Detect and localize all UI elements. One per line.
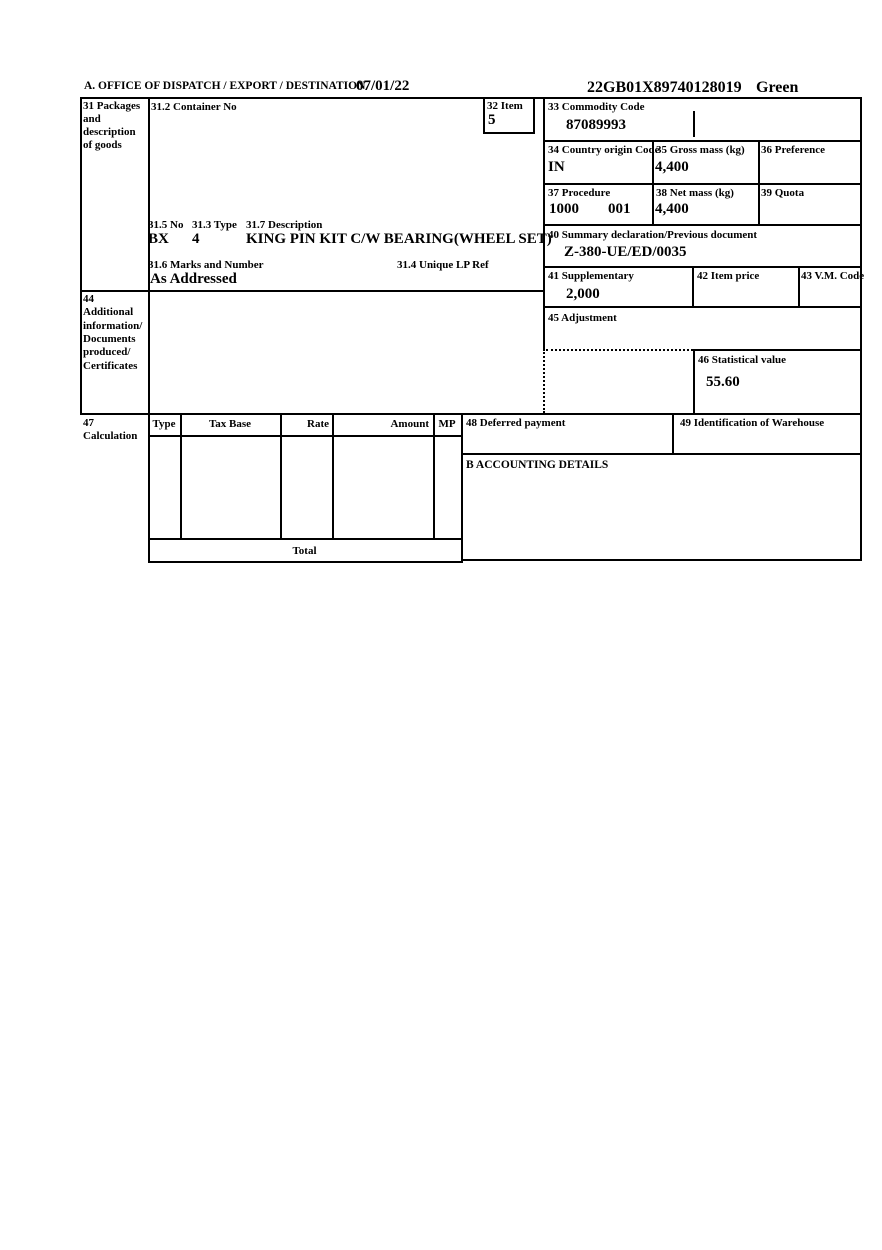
section-a-title: A. OFFICE OF DISPATCH / EXPORT / DESTINATION bbox=[84, 80, 366, 92]
box43-label: 43 V.M. Code bbox=[801, 270, 865, 282]
border-line bbox=[543, 224, 862, 226]
table-header-bottom-border bbox=[148, 435, 461, 437]
table-column-border bbox=[180, 413, 182, 538]
box46-value: 55.60 bbox=[706, 374, 740, 390]
box49-label: 49 Identification of Warehouse bbox=[680, 417, 825, 429]
table-header-mp: MP bbox=[438, 418, 456, 430]
routing-indicator: Green bbox=[756, 79, 799, 96]
form-right-border bbox=[860, 97, 862, 561]
box42-label: 42 Item price bbox=[697, 270, 760, 282]
box33-value: 87089993 bbox=[566, 117, 626, 133]
statistical-dotted-left-border bbox=[543, 349, 545, 413]
total-row-bottom-border bbox=[148, 561, 463, 563]
border-line bbox=[692, 266, 694, 308]
border-line bbox=[148, 97, 150, 563]
box31-5-label: 31.5 No bbox=[148, 219, 184, 231]
table-column-border bbox=[280, 413, 282, 538]
box39-label: 39 Quota bbox=[761, 187, 805, 199]
table-header-type: Type bbox=[152, 418, 176, 430]
box31-3-label: 31.3 Type bbox=[192, 219, 237, 231]
box31-3-value: 4 bbox=[192, 231, 200, 247]
box45-label: 45 Adjustment bbox=[548, 312, 617, 324]
box31-6-value: As Addressed bbox=[150, 271, 237, 287]
box31-7-value: KING PIN KIT C/W BEARING(WHEEL SET) bbox=[246, 231, 552, 247]
table-column-border bbox=[332, 413, 334, 538]
box31-label-line: description bbox=[83, 126, 136, 138]
statistical-dotted-top-border bbox=[546, 349, 693, 351]
box44-label-line: Additional bbox=[83, 306, 134, 318]
box32-value: 5 bbox=[488, 112, 496, 128]
box36-label: 36 Preference bbox=[761, 144, 826, 156]
form-top-border bbox=[80, 97, 862, 99]
box40-label: 40 Summary declaration/Previous document bbox=[548, 229, 758, 241]
box32-label: 32 Item bbox=[487, 100, 523, 112]
box34-value: IN bbox=[548, 159, 565, 175]
box31-4-label: 31.4 Unique LP Ref bbox=[397, 259, 489, 271]
border-line bbox=[693, 349, 695, 413]
box35-value: 4,400 bbox=[655, 159, 689, 175]
border-line bbox=[461, 453, 862, 455]
box44-label-line: Documents bbox=[83, 333, 136, 345]
item-box-bottom-border bbox=[483, 132, 535, 134]
table-header-amount: Amount bbox=[390, 418, 429, 430]
border-line bbox=[543, 183, 862, 185]
box31-5-value: BX bbox=[148, 231, 169, 247]
box41-label: 41 Supplementary bbox=[548, 270, 634, 282]
box31-label-line: 31 Packages bbox=[83, 100, 141, 112]
box31-label-line: and bbox=[83, 113, 101, 125]
dispatch-date: 07/01/22 bbox=[356, 78, 410, 94]
border-line bbox=[543, 97, 545, 351]
box40-value: Z-380-UE/ED/0035 bbox=[564, 244, 687, 260]
commodity-code-divider bbox=[693, 111, 695, 137]
box31-7-label: 31.7 Description bbox=[246, 219, 323, 231]
box37-value-1: 1000 bbox=[549, 201, 579, 217]
box37-label: 37 Procedure bbox=[548, 187, 611, 199]
border-line bbox=[798, 266, 800, 308]
border-line bbox=[543, 140, 862, 142]
box44-label-line: Certificates bbox=[83, 360, 138, 372]
table-body-bottom-border bbox=[148, 538, 461, 540]
form-bottom-border bbox=[461, 559, 862, 561]
box47-label-line: 47 bbox=[83, 417, 94, 429]
table-column-border bbox=[433, 413, 435, 538]
box38-value: 4,400 bbox=[655, 201, 689, 217]
box35-label: 35 Gross mass (kg) bbox=[656, 144, 745, 156]
box44-label-line: information/ bbox=[83, 320, 143, 332]
box33-label: 33 Commodity Code bbox=[548, 101, 645, 113]
box31-label-line: of goods bbox=[83, 139, 122, 151]
border-line bbox=[672, 413, 674, 455]
box41-value: 2,000 bbox=[566, 286, 600, 302]
entry-number: 22GB01X89740128019 bbox=[587, 79, 742, 96]
section-b-title: B ACCOUNTING DETAILS bbox=[466, 459, 609, 471]
table-header-tax-base: Tax Base bbox=[208, 418, 252, 430]
box44-label-line: 44 bbox=[83, 293, 94, 305]
item-box-right-border bbox=[533, 97, 535, 134]
box47-label-line: Calculation bbox=[83, 430, 138, 442]
box38-label: 38 Net mass (kg) bbox=[656, 187, 734, 199]
box37-value-2: 001 bbox=[608, 201, 631, 217]
border-line bbox=[543, 266, 862, 268]
table-header-rate: Rate bbox=[307, 418, 329, 430]
box44-label-line: produced/ bbox=[83, 346, 131, 358]
form-left-border bbox=[80, 97, 82, 415]
border-line bbox=[461, 413, 463, 561]
border-line bbox=[758, 140, 760, 226]
box31-6-label: 31.6 Marks and Number bbox=[148, 259, 264, 271]
box34-label: 34 Country origin Code bbox=[548, 144, 660, 156]
border-line bbox=[80, 413, 862, 415]
border-line bbox=[693, 349, 862, 351]
box46-label: 46 Statistical value bbox=[698, 354, 786, 366]
box31-2-label: 31.2 Container No bbox=[151, 101, 237, 113]
box48-label: 48 Deferred payment bbox=[466, 417, 566, 429]
border-line bbox=[543, 306, 862, 308]
table-total-label: Total bbox=[292, 545, 317, 557]
item-box-left-border bbox=[483, 97, 485, 134]
